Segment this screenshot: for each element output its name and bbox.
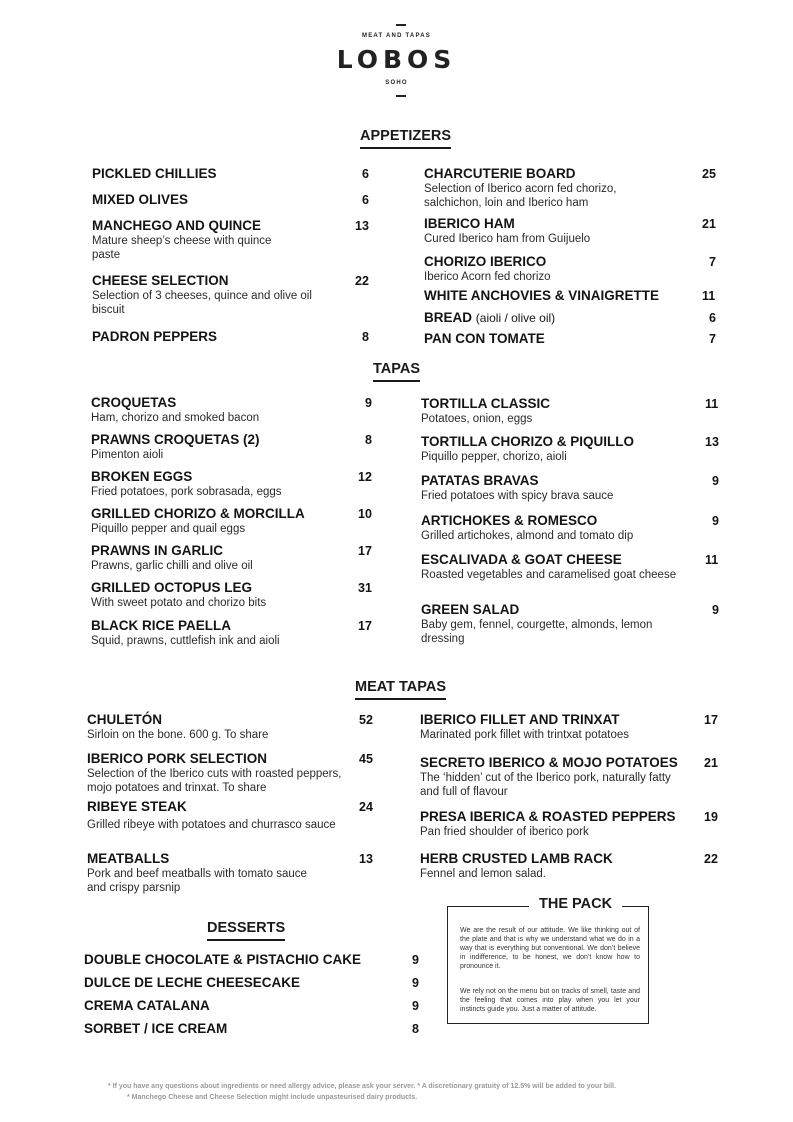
menu-item [91,618,351,648]
menu-item [92,329,217,345]
item-price: 6 [362,167,369,181]
item-name: MANCHEGO AND QUINCE [92,218,262,233]
item-name: CHARCUTERIE BOARD [424,166,576,181]
item-price: 13 [355,219,369,233]
menu-item [84,975,300,991]
menu-item [421,473,681,503]
item-description: Fennel and lemon salad. [420,868,546,880]
item-name: WHITE ANCHOVIES & VINAIGRETTE [424,288,660,303]
item-price: 31 [358,581,372,595]
item-name: ARTICHOKES & ROMESCO [421,513,598,528]
item-description: Pimenton aioli [91,449,164,461]
menu-item [424,310,555,326]
item-price: 9 [712,474,719,488]
menu-item [91,432,351,462]
item-name: PICKLED CHILLIES [92,166,217,181]
item-price: 17 [358,619,372,633]
item-name: GRILLED CHORIZO & MORCILLA [91,506,305,521]
item-name: RIBEYE STEAK [87,799,187,814]
item-price: 9 [412,999,419,1013]
item-description: Roasted vegetables and caramelised goat cheese [421,569,677,581]
item-name: CROQUETAS [91,395,177,410]
item-price: 52 [359,713,373,727]
item-name: PRESA IBERICA & ROASTED PEPPERS [420,809,676,824]
item-price: 25 [702,167,716,181]
item-price: 9 [365,396,372,410]
item-name: ESCALIVADA & GOAT CHEESE [421,552,622,567]
item-name: BROKEN EGGS [91,469,193,484]
item-name: HERB CRUSTED LAMB RACK [420,851,613,866]
menu-item [420,755,690,799]
item-name: CHULETÓN [87,712,162,727]
section-title-tapas: TAPAS [373,361,420,382]
menu-item [91,580,351,610]
item-description: Piquillo pepper, chorizo, aioli [421,451,567,463]
item-description: Grilled artichokes, almond and tomato dip [421,530,634,542]
menu-item [424,288,659,304]
item-price: 8 [362,330,369,344]
item-description: Potatoes, onion, eggs [421,413,533,425]
item-description: Piquillo pepper and quail eggs [91,523,246,535]
item-price: 9 [712,603,719,617]
item-name: CHEESE SELECTION [92,273,229,288]
item-price: 11 [702,289,716,303]
menu-item [424,216,684,246]
item-name: GRILLED OCTOPUS LEG [91,580,253,595]
menu-item [421,552,683,582]
item-price: 10 [358,507,372,521]
menu-item [92,166,217,182]
item-name: IBERICO HAM [424,216,515,231]
footer-note-1: * If you have any questions about ingredients or need allergy advice, please ask your server. * A discretionary gratuity of 12.5% will be added to your bill. [108,1083,616,1090]
menu-item [421,513,681,543]
logo-location: SOHO [385,80,408,86]
item-price: 21 [704,756,718,770]
item-name: GREEN SALAD [421,602,520,617]
menu-item [424,331,545,347]
item-price: 8 [365,433,372,447]
item-description: Mature sheep’s cheese with quince paste [92,235,272,261]
item-price: 9 [412,953,419,967]
footer-note-2: * Manchego Cheese and Cheese Selection might include unpasteurised dairy products. [127,1094,418,1101]
pack-paragraph-1: We are the result of our attitude. We like thinking out of the plate and that is why we understand what we do in a way that is everything but conventional. We don’t believe in indifference, to be honest, we don’t know how to pronounce it. [460,927,640,970]
menu-item [424,254,684,284]
item-description: Sirloin on the bone. 600 g. To share [87,729,269,741]
menu-item [84,952,361,968]
item-description: Ham, chorizo and smoked bacon [91,412,260,424]
menu-item [92,273,342,317]
item-description: Grilled ribeye with potatoes and churrasco sauce [87,819,336,831]
item-name: BREAD [424,310,473,325]
logo-bar-top [396,24,406,26]
item-description: Marinated pork fillet with trintxat potatoes [420,729,630,741]
item-name: IBERICO PORK SELECTION [87,751,268,766]
menu-item [420,712,680,742]
menu-item [421,602,671,646]
menu-item [91,506,351,536]
item-price: 11 [705,553,719,567]
item-description: The ‘hidden’ cut of the Iberico pork, naturally fatty and full of flavour [420,772,671,798]
item-name: MEATBALLS [87,851,170,866]
item-price: 22 [704,852,718,866]
item-name: CHORIZO IBERICO [424,254,547,269]
menu-item [421,396,681,426]
item-price: 8 [412,1022,419,1036]
item-name: SECRETO IBERICO & MOJO POTATOES [420,755,678,770]
item-description: With sweet potato and chorizo bits [91,597,267,609]
section-title-desserts: DESSERTS [207,920,285,941]
item-price: 9 [712,514,719,528]
item-description: Selection of 3 cheeses, quince and olive oil biscuit [92,290,312,316]
section-title-meat-tapas: MEAT TAPAS [355,679,446,700]
menu-item [84,998,210,1014]
item-price: 24 [359,800,373,814]
item-name: PAN CON TOMATE [424,331,545,346]
item-description: Pork and beef meatballs with tomato sauce and crispy parsnip [87,868,307,894]
menu-item [87,712,347,742]
item-price: 13 [705,435,719,449]
item-price: 12 [358,470,372,484]
item-note: (aioli / olive oil) [475,311,556,325]
item-description: Cured Iberico ham from Guijuelo [424,233,591,245]
menu-item [91,395,351,425]
item-description: Prawns, garlic chilli and olive oil [91,560,253,572]
item-name: DOUBLE CHOCOLATE & PISTACHIO CAKE [84,952,362,967]
item-name: PRAWNS IN GARLIC [91,543,224,558]
item-name: TORTILLA CLASSIC [421,396,550,411]
item-price: 17 [358,544,372,558]
item-price: 22 [355,274,369,288]
logo-bar-bottom [396,95,406,97]
item-description: Squid, prawns, cuttlefish ink and aioli [91,635,280,647]
menu-item [91,543,351,573]
item-name: IBERICO FILLET AND TRINXAT [420,712,620,727]
pack-title: THE PACK [529,896,622,912]
logo-name: LOBOS [336,45,457,74]
item-name: PATATAS BRAVAS [421,473,539,488]
menu-item [84,1021,227,1037]
menu-item [421,434,681,464]
item-name: DULCE DE LECHE CHEESECAKE [84,975,301,990]
section-title-appetizers: APPETIZERS [360,128,451,149]
logo-tagline: MEAT AND TAPAS [362,33,431,39]
item-description: Baby gem, fennel, courgette, almonds, lemon dressing [421,619,653,645]
menu-item [92,192,188,208]
menu-item [87,851,317,895]
menu-item [92,218,282,262]
item-name: PADRON PEPPERS [92,329,218,344]
menu-item [420,809,690,839]
item-price: 17 [704,713,718,727]
item-price: 21 [702,217,716,231]
menu-item [91,469,351,499]
item-price: 6 [362,193,369,207]
item-description: Selection of Iberico acorn fed chorizo, salchichon, loin and Iberico ham [424,183,617,209]
item-price: 13 [359,852,373,866]
item-price: 9 [412,976,419,990]
item-price: 7 [709,255,716,269]
menu-item [424,166,664,210]
menu-item [87,799,342,832]
menu-item [420,851,680,881]
item-name: TORTILLA CHORIZO & PIQUILLO [421,434,634,449]
item-description: Fried potatoes with spicy brava sauce [421,490,614,502]
item-name: MIXED OLIVES [92,192,189,207]
menu-item [87,751,342,795]
item-price: 11 [705,397,719,411]
item-price: 19 [704,810,718,824]
pack-paragraph-2: We rely not on the menu but on tracks of smell, taste and the feeling that comes into play when you let your instincts guide you. Just a matter of attitude. [460,988,640,1013]
item-price: 7 [709,332,716,346]
item-description: Pan fried shoulder of iberico pork [420,826,589,838]
item-description: Selection of the Iberico cuts with roasted peppers, mojo potatoes and trinxat. To share [87,768,342,794]
item-name: PRAWNS CROQUETAS (2) [91,432,260,447]
item-name: BLACK RICE PAELLA [91,618,231,633]
item-description: Iberico Acorn fed chorizo [424,271,551,283]
item-price: 6 [709,311,716,325]
item-description: Fried potatoes, pork sobrasada, eggs [91,486,282,498]
item-name: CREMA CATALANA [84,998,210,1013]
item-name: SORBET / ICE CREAM [84,1021,228,1036]
item-price: 45 [359,752,373,766]
